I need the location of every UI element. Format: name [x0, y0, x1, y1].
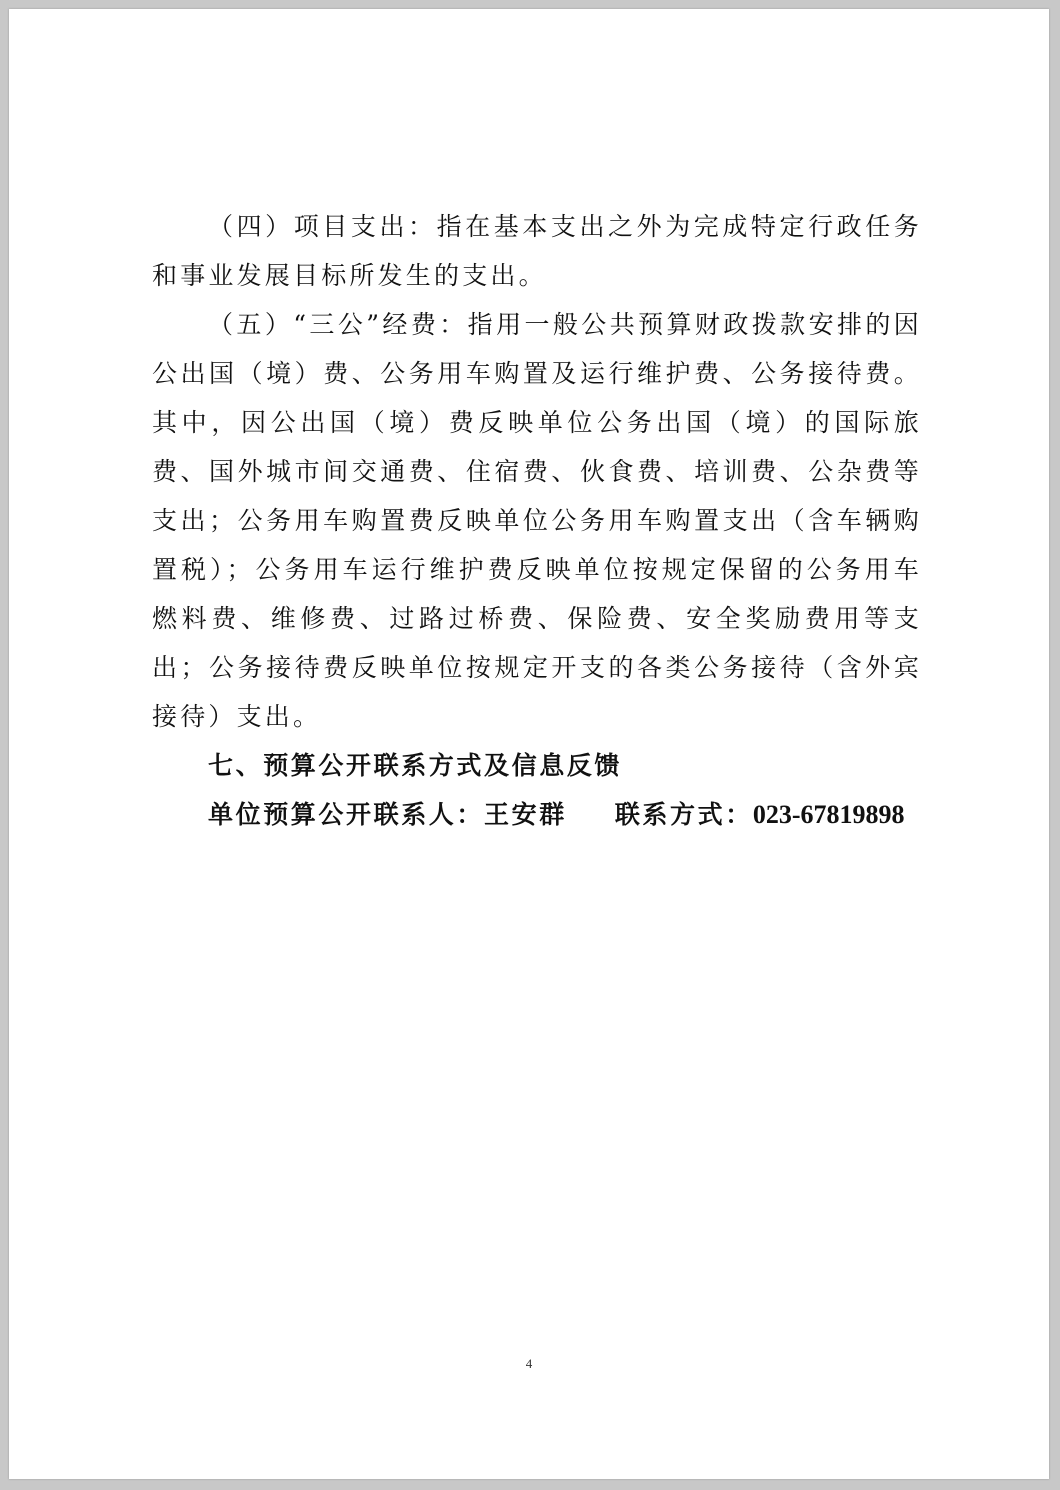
contact-line: [152, 790, 922, 839]
page-number: 4: [525, 1356, 533, 1371]
section-heading-contact: 七、预算公开联系方式及信息反馈: [208, 751, 623, 780]
page-content: [152, 202, 922, 839]
contact-person: 单位预算公开联系人：王安群: [208, 800, 567, 829]
paragraph-three-public-expenses: （五）“三公”经费：指用一般公共预算财政拨款安排的因公出国（境）费、公务用车购置及运行维护费、公务接待费。其中，因公出国（境）费反映单位公务出国（境）的国际旅费、国外城市间交通费、住宿费、伙食费、培训费、公杂费等支出；公务用车购置费反映单位公务用车购置支出（含车辆购置税）；公务用车运行维护费反映单位按规定保留的公务用车燃料费、维修费、过路过桥费、保险费、安全奖励费用等支出；公务接待费反映单位按规定开支的各类公务接待（含外宾接待）支出。: [152, 310, 922, 731]
document-page: [9, 9, 1049, 1479]
contact-phone: 023-67819898: [752, 800, 905, 829]
paragraph-project-expenditure: （四）项目支出：指在基本支出之外为完成特定行政任务和事业发展目标所发生的支出。: [152, 212, 922, 290]
contact-method-label: 联系方式：: [614, 800, 753, 829]
